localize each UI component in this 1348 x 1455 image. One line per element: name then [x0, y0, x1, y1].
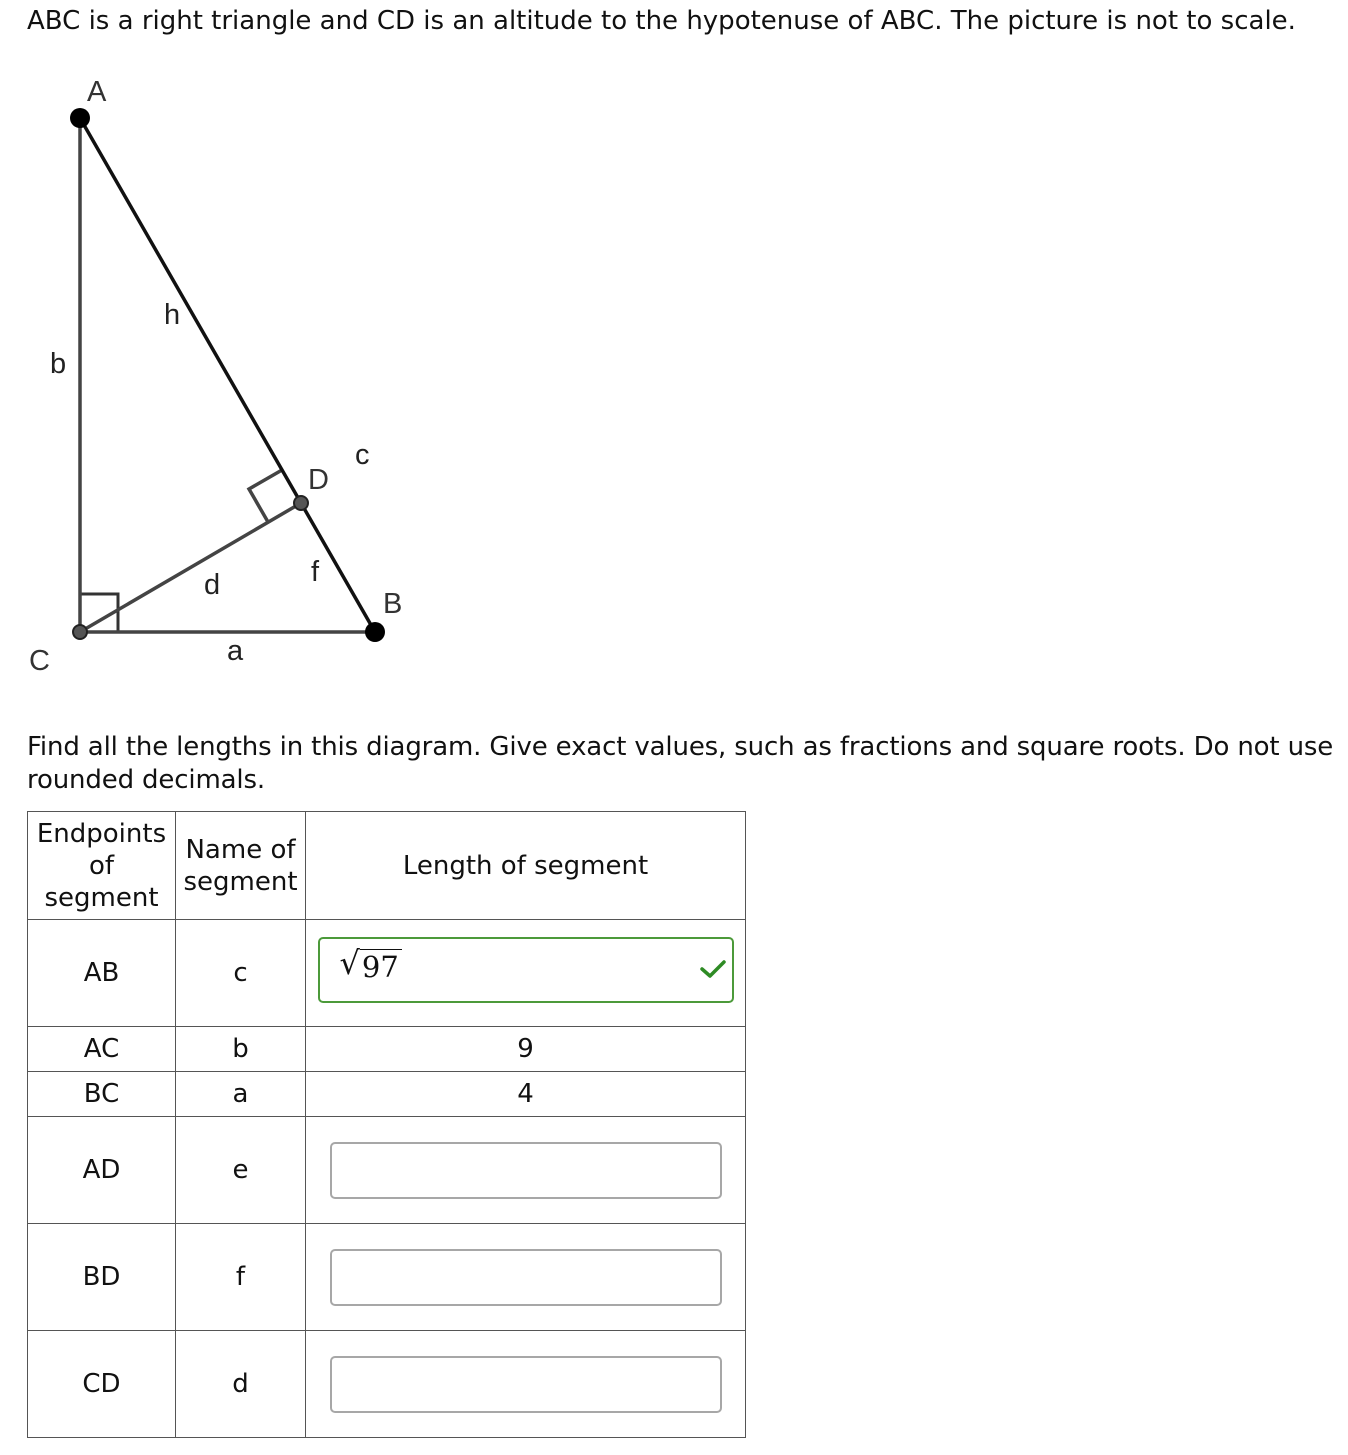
point-a	[70, 108, 90, 128]
question-intro: ABC is a right triangle and CD is an altitude to the hypotenuse of ABC. The picture is not to scale.	[27, 6, 1296, 36]
radicand: 97	[360, 949, 402, 982]
endpoints-cell: AC	[28, 1027, 176, 1072]
answer-input-cd[interactable]	[330, 1356, 722, 1413]
endpoints-cell: BD	[28, 1224, 176, 1331]
segment-ad	[80, 118, 301, 503]
length-value: 9	[306, 1027, 746, 1072]
name-cell: c	[176, 920, 306, 1027]
label-h: h	[164, 299, 181, 331]
label-a: A	[87, 76, 107, 108]
name-cell: d	[176, 1331, 306, 1438]
triangle-diagram	[0, 50, 460, 690]
table-row	[28, 1331, 746, 1438]
endpoints-cell: AD	[28, 1117, 176, 1224]
name-cell: a	[176, 1072, 306, 1117]
label-c-side: c	[355, 439, 370, 471]
length-cell	[306, 1331, 746, 1438]
point-b	[365, 622, 385, 642]
table-row	[28, 1027, 746, 1072]
answer-input-ab[interactable]	[318, 937, 734, 1003]
length-value: 4	[306, 1072, 746, 1117]
header-endpoints: Endpoints of segment	[28, 812, 176, 920]
label-d: D	[308, 464, 329, 496]
label-b: B	[383, 588, 403, 620]
label-a-side: a	[227, 635, 244, 667]
length-cell	[306, 1117, 746, 1224]
name-cell: b	[176, 1027, 306, 1072]
checkmark-icon	[700, 959, 726, 979]
point-d	[294, 496, 308, 510]
sqrt-expression	[340, 945, 402, 982]
label-d-side: d	[204, 569, 221, 601]
endpoints-cell: CD	[28, 1331, 176, 1438]
answer-input-bd[interactable]	[330, 1249, 722, 1306]
answer-input-ad[interactable]	[330, 1142, 722, 1199]
label-c: C	[29, 645, 50, 677]
point-c	[73, 625, 87, 639]
table-row	[28, 1224, 746, 1331]
segment-cd	[80, 503, 301, 632]
header-length: Length of segment	[306, 812, 746, 920]
radical-sign: √	[339, 944, 360, 982]
label-b-side: b	[50, 348, 67, 380]
table-row	[28, 1072, 746, 1117]
length-cell	[306, 920, 746, 1027]
name-cell: e	[176, 1117, 306, 1224]
header-name: Name of segment	[176, 812, 306, 920]
endpoints-cell: BC	[28, 1072, 176, 1117]
label-f: f	[311, 556, 320, 588]
segment-table	[27, 811, 746, 1438]
name-cell: f	[176, 1224, 306, 1331]
right-angle-marker-d	[249, 470, 282, 522]
endpoints-cell: AB	[28, 920, 176, 1027]
table-row	[28, 1117, 746, 1224]
table-header-row	[28, 812, 746, 920]
table-row	[28, 920, 746, 1027]
length-cell	[306, 1224, 746, 1331]
instructions: Find all the lengths in this diagram. Give exact values, such as fractions and square roots. Do not use rounded decimals.	[27, 732, 1334, 795]
